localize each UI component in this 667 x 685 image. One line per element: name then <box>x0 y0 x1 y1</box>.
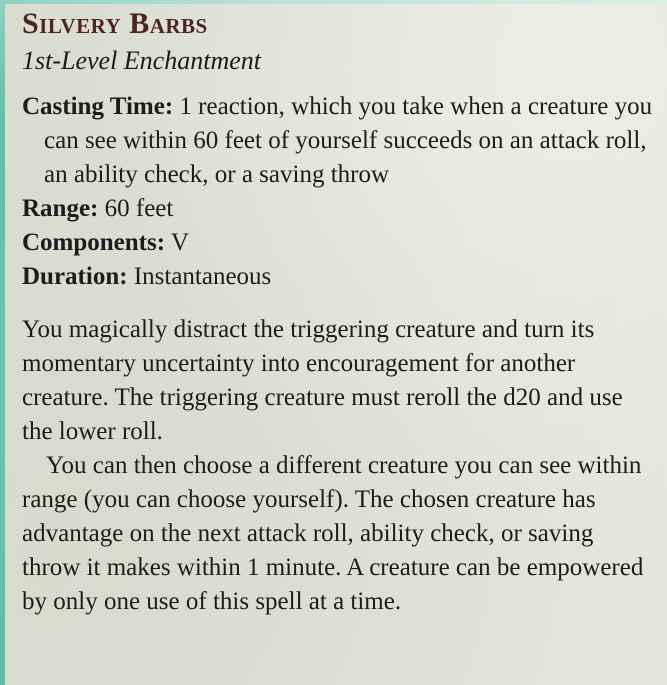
stat-value: 1 reaction, which you take when a creature you can see within 60 feet of yourself succeeds on an attack roll, an ability check, or a saving throw <box>44 93 653 188</box>
stat-value: Instantaneous <box>127 263 272 290</box>
stat-line <box>22 90 653 192</box>
stat-value: 60 feet <box>98 195 174 222</box>
description-paragraph: You can then choose a different creature you can see within range (you can choose yourself). The chosen creature has advantage on the next attack roll, ability check, or saving throw it makes within 1 minute. A creature can be empowered by only one use of this spell at a time. <box>22 452 644 615</box>
spell-stat-block <box>22 90 653 294</box>
stat-label: Range: <box>22 195 99 222</box>
spell-level-school: 1st-Level Enchantment <box>22 46 261 75</box>
spell-title: Silvery Barbs <box>22 7 208 40</box>
stat-line <box>22 226 653 260</box>
stat-label: Components: <box>22 229 166 256</box>
description-paragraph: You magically distract the triggering creature and turn its momentary uncertainty into encouragement for another creature. The triggering creature must reroll the d20 and use the lower roll. <box>22 316 623 445</box>
stat-label: Duration: <box>22 263 128 290</box>
stat-label: Casting Time: <box>22 93 174 120</box>
stat-value: V <box>165 229 189 256</box>
stat-line <box>22 192 653 226</box>
spell-description <box>22 313 653 619</box>
stat-line <box>22 260 653 294</box>
